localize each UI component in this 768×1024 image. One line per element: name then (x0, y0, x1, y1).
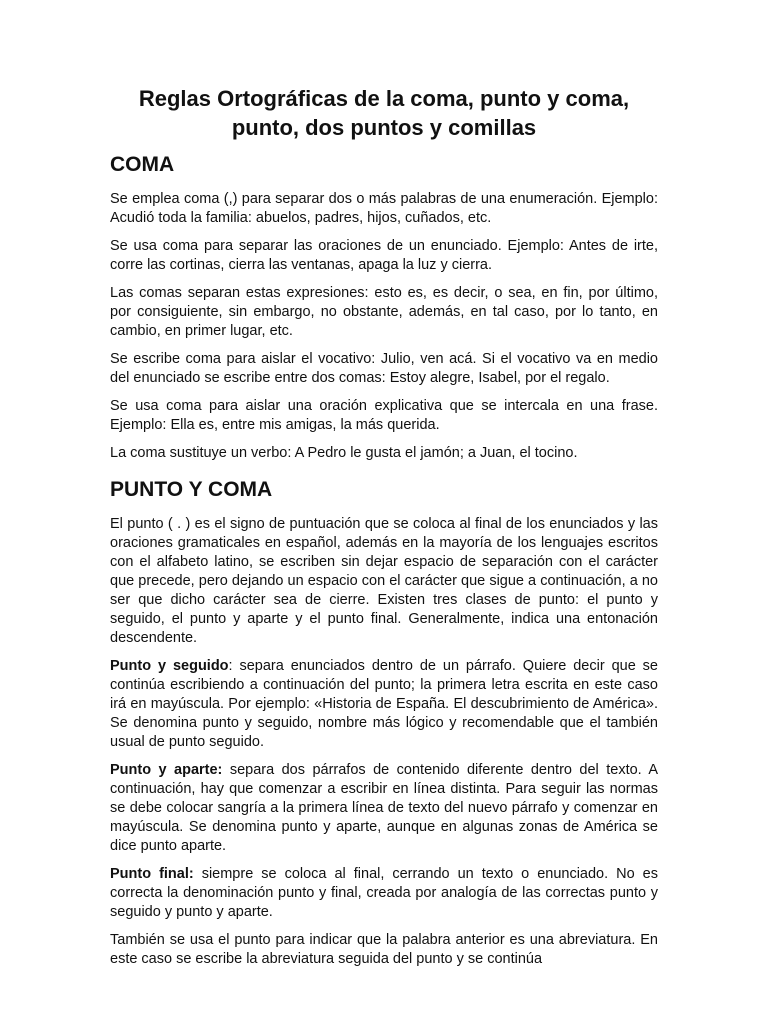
definition-punto-y-seguido: : separa enunciados dentro de un párrafo. Quiere decir que se continúa escribiendo a continuación del punto; la primera letra escrita en este caso irá en mayúscula. Por ejemplo: «Historia de España. El descubrimiento de América». Se denomina punto y seguido, nombre más lógico y recomendable que el también usual de punto seguido. (110, 658, 658, 750)
paragraph-abreviatura: También se usa el punto para indicar que la palabra anterior es una abreviatura. En este caso se escribe la abreviatura seguida del punto y se continúa (110, 932, 658, 967)
paragraph-coma-4: Se escribe coma para aislar el vocativo: Julio, ven acá. Si el vocativo va en medio del enunciado se escribe entre dos comas: Estoy alegre, Isabel, por el regalo. (110, 351, 658, 386)
paragraph-coma-5: Se usa coma para aislar una oración explicativa que se intercala en una frase. Ejemplo: Ella es, entre mis amigas, la más querida. (110, 398, 658, 433)
definition-punto-y-aparte: separa dos párrafos de contenido diferente dentro del texto. A continuación, hay que comenzar a escribir en línea distinta. Para seguir las normas se debe colocar sangría a la primera línea de texto del nuevo párrafo y comenzar en mayúscula. Se denomina punto y aparte, aunque en algunas zonas de América se dice punto aparte. (110, 762, 659, 854)
paragraph-coma-1: Se emplea coma (,) para separar dos o más palabras de una enumeración. Ejemplo: Acudió toda la familia: abuelos, padres, hijos, cuñados, etc. (110, 191, 658, 226)
paragraph-coma-6: La coma sustituye un verbo: A Pedro le gusta el jamón; a Juan, el tocino. (110, 445, 578, 461)
paragraph-punto-intro: El punto ( . ) es el signo de puntuación que se coloca al final de los enunciados y las oraciones gramaticales en español, además en la mayoría de los lenguajes escritos con el alfabeto latino, se escriben sin dejar espacio de separación con el carácter que precede, pero dejando un espacio con el carácter que sigue a continuación, a no ser que dicho carácter sea de cierre. Existen tres clases de punto: el punto y seguido, el punto y aparte y el punto final. Generalmente, indica una entonación descendente. (110, 516, 658, 646)
document-title (110, 84, 658, 142)
paragraph-punto-y-aparte (110, 761, 658, 856)
paragraph-coma-2: Se usa coma para separar las oraciones de un enunciado. Ejemplo: Antes de irte, corre las cortinas, cierra las ventanas, apaga la luz y cierra. (110, 238, 658, 273)
term-punto-final: Punto final: (110, 866, 194, 882)
paragraph-punto-final (110, 865, 658, 922)
section-heading-coma: COMA (110, 153, 175, 176)
paragraph-coma-3: Las comas separan estas expresiones: esto es, es decir, o sea, en fin, por último, por consiguiente, sin embargo, no obstante, además, en tal caso, por lo tanto, en cambio, en primer lugar, etc. (110, 285, 658, 339)
paragraph-punto-y-seguido (110, 657, 658, 752)
term-punto-y-aparte: Punto y aparte: (110, 762, 223, 778)
title-line-2: punto, dos puntos y comillas (231, 115, 537, 140)
definition-punto-final: siempre se coloca al final, cerrando un texto o enunciado. No es correcta la denominación punto y final, creada por analogía de las correctas punto y seguido y punto y aparte. (110, 866, 658, 920)
title-line-1: Reglas Ortográficas de la coma, punto y coma, (138, 86, 630, 111)
term-punto-y-seguido: Punto y seguido (110, 658, 229, 674)
section-heading-punto-y-coma: PUNTO Y COMA (110, 478, 273, 501)
